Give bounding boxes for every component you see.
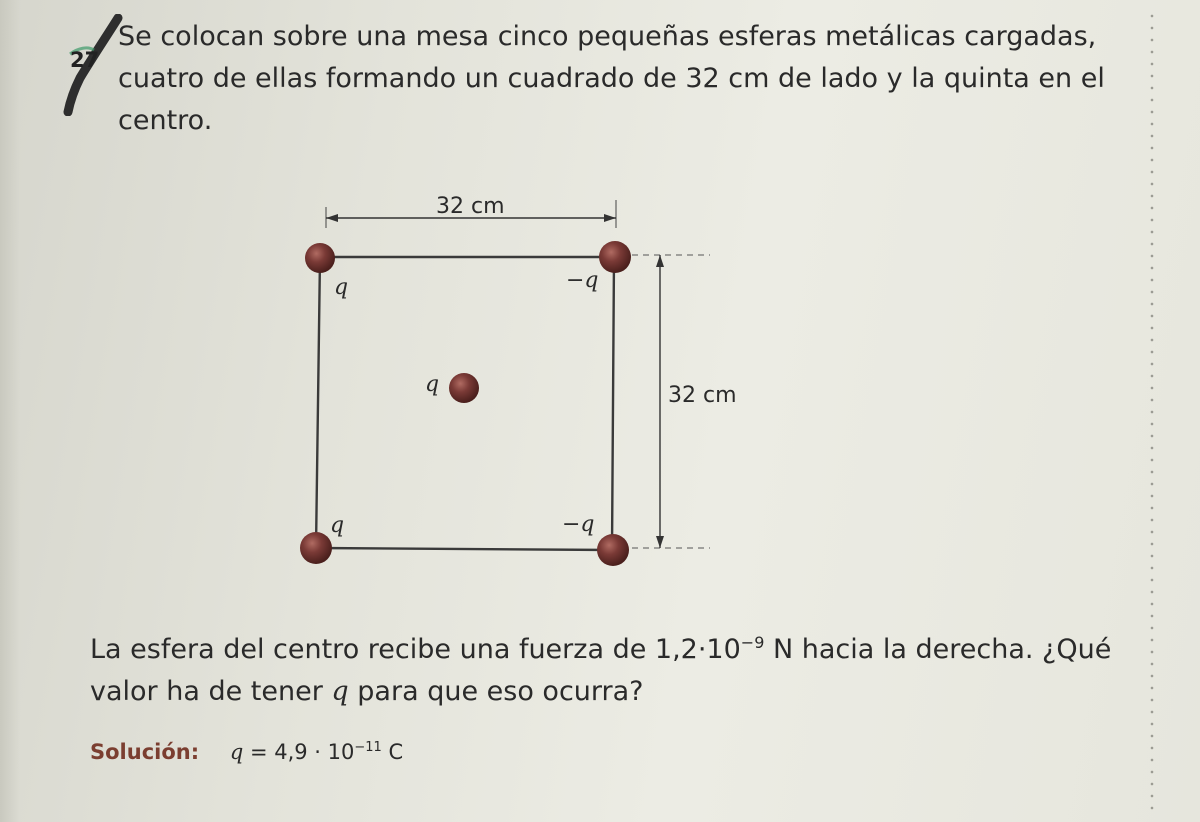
height-label: 32 cm: [668, 383, 737, 408]
problem-question: [90, 622, 1130, 713]
sphere-center: [449, 373, 479, 403]
solution-unit: C: [381, 740, 404, 764]
charge-bottom-left: q: [330, 513, 345, 538]
width-arrow-left: [326, 214, 338, 222]
width-label: 32 cm: [436, 194, 505, 219]
solution-label: Solución:: [90, 740, 200, 764]
sphere-top-left: [305, 243, 335, 273]
question-text-1: La esfera del centro recibe una fuerza de 1,2·10: [90, 634, 741, 665]
width-arrow-right: [604, 214, 616, 222]
problem-statement: Se colocan sobre una mesa cinco pequeñas esferas metálicas cargadas, cuatro de ellas formando un cuadrado de 32 cm de lado y la quinta en el centro.: [118, 21, 1105, 136]
problem-number: 27: [70, 48, 100, 72]
solution-line: [90, 740, 403, 764]
solution-variable: q: [229, 740, 244, 764]
question-text-3: para que eso ocurra?: [348, 676, 644, 707]
question-exponent: −9: [740, 633, 765, 652]
solution-value: [230, 740, 403, 764]
square-outline: [316, 257, 614, 550]
solution-exponent: −11: [354, 740, 382, 755]
sphere-top-right: [599, 241, 631, 273]
question-text-2: N hacia la derecha. ¿Qué valor ha de tener: [90, 634, 1112, 707]
height-arrow-top: [656, 255, 664, 267]
height-arrow-bottom: [656, 536, 664, 548]
sphere-bottom-right: [597, 534, 629, 566]
charge-top-right: −q: [566, 268, 599, 293]
charge-center: q: [425, 372, 440, 397]
question-variable: q: [331, 676, 349, 707]
solution-base: = 4,9 · 10: [243, 740, 355, 764]
charge-bottom-right: −q: [562, 512, 595, 537]
sphere-bottom-left: [300, 532, 332, 564]
charge-top-left: q: [334, 275, 349, 300]
